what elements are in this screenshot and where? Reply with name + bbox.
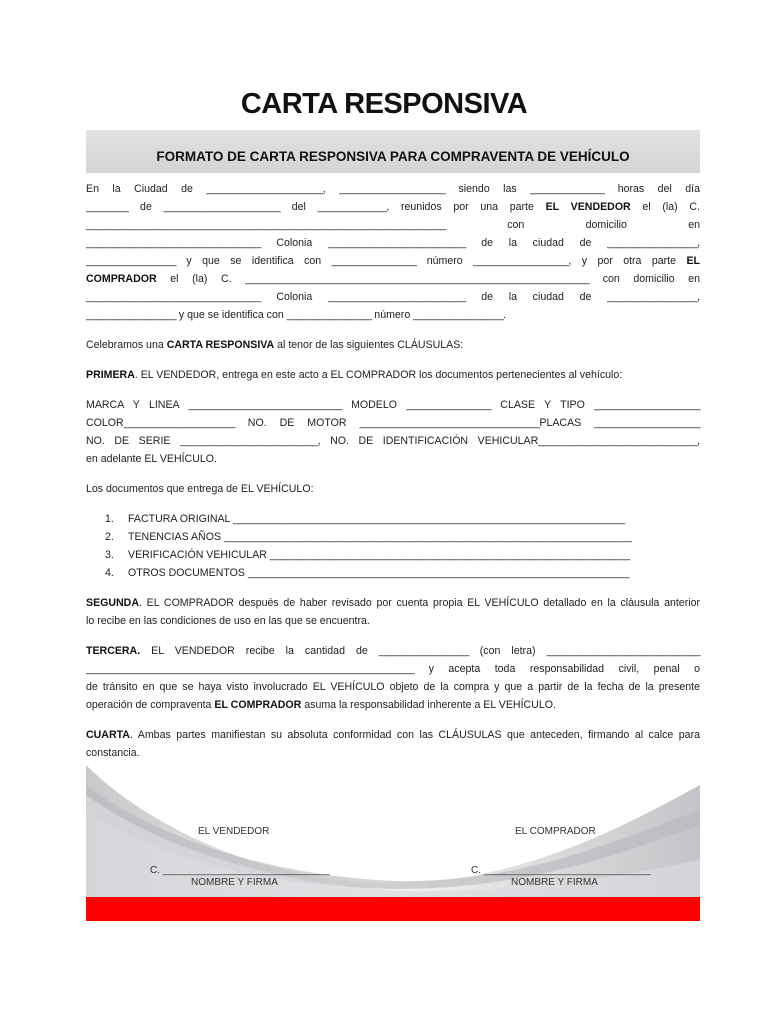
text-line (86, 288, 700, 306)
seller-label: EL VENDEDOR (198, 826, 270, 837)
text-line (86, 234, 700, 252)
text: de tránsito en que se haya visto involucrado EL VEHÍCULO objeto de la compra y que a partir de la fecha de la presente (86, 681, 700, 693)
text-line (86, 180, 700, 198)
text: Colonia (260, 291, 328, 303)
text: lo recibe en las condiciones de uso en las que se encuentra. (86, 615, 370, 627)
blank-field[interactable]: ________________ (331, 255, 417, 267)
list-number: 2. (105, 531, 114, 543)
blank-field[interactable]: ______________________ (206, 183, 323, 195)
seller-signature-line[interactable]: C. ______________________________ (150, 865, 330, 876)
text: horas del día (604, 183, 700, 195)
paragraph (86, 594, 700, 630)
text: y que se identifica con (175, 309, 287, 321)
text: NO. DE MOTOR (234, 417, 360, 429)
blank-field[interactable]: _________________ (86, 255, 176, 267)
text: al tenor de las siguientes CLÁUSULAS: (274, 339, 464, 351)
text-line (86, 726, 700, 744)
list-number: 3. (105, 549, 114, 561)
blank-field[interactable]: ____________________ (594, 399, 700, 411)
blank-field[interactable]: _____________________________________________________________________________ (223, 531, 632, 543)
text: NO. DE SERIE (86, 435, 180, 447)
buyer-caption: NOMBRE Y FIRMA (511, 877, 598, 888)
text: , NO. DE IDENTIFICACIÓN VEHICULAR (317, 435, 539, 447)
paragraph (86, 180, 700, 324)
paragraph (86, 366, 700, 384)
signature-area (86, 765, 700, 897)
blank-field[interactable]: _________________________________ (86, 237, 261, 249)
text: siendo las (445, 183, 531, 195)
text: Los documentos que entrega de EL VEHÍCULO: (86, 483, 314, 495)
document-body (86, 180, 700, 762)
blank-field[interactable]: _________________________________________________________________ (245, 273, 590, 285)
blank-field[interactable]: __________________________________ (359, 417, 540, 429)
list-label: FACTURA ORIGINAL (128, 513, 233, 525)
text: , (697, 435, 700, 447)
blank-field[interactable]: ______________________________________________________________ (86, 663, 415, 675)
blank-field[interactable]: ________________________________________________________________________ (247, 567, 629, 579)
text: PLACAS (539, 417, 595, 429)
text: (con letra) (468, 645, 547, 657)
bold-text: SEGUNDA (86, 597, 139, 609)
blank-field[interactable]: ____________________ (594, 417, 701, 429)
text: EL VENDEDOR recibe la cantidad de (140, 645, 379, 657)
bold-text: EL COMPRADOR (214, 699, 302, 711)
text: el (la) C. (630, 201, 700, 213)
paragraph (86, 510, 700, 582)
text: número (371, 309, 414, 321)
decorative-swoosh (86, 765, 700, 897)
text: Celebramos una (86, 339, 167, 351)
text-line (86, 216, 700, 234)
blank-field[interactable]: ____________________________________________________________________ (86, 219, 446, 231)
document-subtitle: FORMATO DE CARTA RESPONSIVA PARA COMPRAVENTA DE VEHÍCULO (156, 149, 630, 164)
text: . EL COMPRADOR después de haber revisado por cuenta propia EL VEHÍCULO detallado en la cláusula anterior (138, 597, 700, 609)
text: , (697, 237, 701, 249)
bold-text: TERCERA. (86, 645, 141, 657)
text-line (86, 432, 700, 450)
text-line (86, 336, 700, 354)
document-title: CARTA RESPONSIVA (240, 88, 528, 120)
text: , y por otra parte (568, 255, 687, 267)
text: de la ciudad de (465, 291, 608, 303)
text: , (322, 183, 340, 195)
blank-field[interactable]: _________________________________ (86, 291, 261, 303)
text-line (86, 480, 700, 498)
blank-field[interactable]: ______________________ (163, 201, 280, 213)
blank-field[interactable]: __________________________ (327, 237, 466, 249)
blank-field[interactable]: _____________________ (123, 417, 235, 429)
text: MODELO (341, 399, 407, 411)
list-number: 4. (105, 567, 114, 579)
text: número (416, 255, 474, 267)
list-number: 1. (105, 513, 114, 525)
text-line (86, 414, 700, 432)
blank-field[interactable]: ________________ (286, 309, 372, 321)
list-label: OTROS DOCUMENTOS (128, 567, 248, 579)
blank-field[interactable]: ________________ (406, 399, 491, 411)
text: Colonia (260, 237, 328, 249)
blank-field[interactable]: ______________ (530, 183, 605, 195)
bold-text: CUARTA (86, 729, 130, 741)
list-label: TENENCIAS AÑOS (128, 531, 224, 543)
text: operación de compraventa (86, 699, 215, 711)
text: el (la) C. (156, 273, 246, 285)
text-line (86, 270, 700, 288)
text: del (279, 201, 318, 213)
seller-caption: NOMBRE Y FIRMA (191, 877, 278, 888)
text-line (86, 678, 700, 696)
blank-field[interactable]: _________________ (413, 309, 504, 321)
buyer-label: EL COMPRADOR (515, 826, 596, 837)
text: . Ambas partes manifiestan su absoluta conformidad con las CLÁUSULAS que anteceden, firmando al calce para (129, 729, 700, 741)
list-item (86, 510, 700, 528)
text: de (128, 201, 164, 213)
text-line (86, 744, 700, 762)
text: . (503, 309, 507, 321)
text: asuma la responsabilidad inherente a EL VEHÍCULO. (301, 699, 556, 711)
text-line (86, 660, 700, 678)
paragraph (86, 396, 700, 468)
text: y que se identifica con (175, 255, 332, 267)
bold-text: EL VENDEDOR (545, 201, 631, 213)
text: CLASE Y TIPO (490, 399, 595, 411)
text: COLOR (86, 417, 124, 429)
text: y acepta toda responsabilidad civil, penal o (414, 663, 700, 675)
footer-red-band (86, 897, 700, 921)
paragraph (86, 726, 700, 762)
text: en adelante EL VEHÍCULO. (86, 453, 217, 465)
text-line (86, 306, 700, 324)
blank-field[interactable]: ________ (86, 201, 129, 213)
paragraph (86, 480, 700, 498)
text-line (86, 198, 700, 216)
text-line (86, 642, 700, 660)
blank-field[interactable]: __________________________________________________________________________ (232, 513, 625, 525)
text: de la ciudad de (465, 237, 608, 249)
blank-field[interactable]: _________________ (607, 237, 698, 249)
text: con domicilio en (589, 273, 700, 285)
list-item (86, 528, 700, 546)
text: con domicilio en (445, 219, 700, 231)
bold-text: COMPRADOR (86, 273, 157, 285)
buyer-signature-line[interactable]: C. ______________________________ (471, 865, 651, 876)
text-line (86, 696, 700, 714)
blank-field[interactable]: _________________ (378, 645, 469, 657)
blank-field[interactable]: __________________________ (327, 291, 466, 303)
blank-field[interactable]: _________________ (86, 309, 176, 321)
bold-text: PRIMERA (86, 369, 135, 381)
text-line (86, 594, 700, 612)
text: , reunidos por una parte (386, 201, 546, 213)
text-line (86, 252, 700, 270)
text-line (86, 366, 700, 384)
blank-field[interactable]: _________________ (607, 291, 698, 303)
blank-field[interactable]: _____________________________ (188, 399, 342, 411)
text-line (86, 450, 700, 468)
list-item (86, 564, 700, 582)
text: . EL VENDEDOR, entrega en este acto a EL COMPRADOR los documentos pertenecientes al vehículo: (134, 369, 623, 381)
text-line (86, 396, 700, 414)
text: constancia. (86, 747, 140, 759)
text: MARCA Y LINEA (86, 399, 189, 411)
paragraph (86, 642, 700, 714)
subtitle-band (86, 130, 700, 173)
blank-field[interactable]: ______________________________ (538, 435, 698, 447)
blank-field[interactable]: _____________ (317, 201, 387, 213)
blank-field[interactable]: __________________ (473, 255, 569, 267)
list-item (86, 546, 700, 564)
text: , (697, 291, 701, 303)
blank-field[interactable]: ____________________________________________________________________ (269, 549, 630, 561)
text-line (86, 612, 700, 630)
blank-field[interactable]: ____________________ (339, 183, 446, 195)
bold-text: CARTA RESPONSIVA (166, 339, 275, 351)
bold-text: EL (686, 255, 700, 267)
blank-field[interactable]: __________________________ (180, 435, 318, 447)
paragraph (86, 336, 700, 354)
blank-field[interactable]: _____________________________ (546, 645, 700, 657)
list-label: VERIFICACIÓN VEHICULAR (128, 549, 270, 561)
text: En la Ciudad de (86, 183, 207, 195)
